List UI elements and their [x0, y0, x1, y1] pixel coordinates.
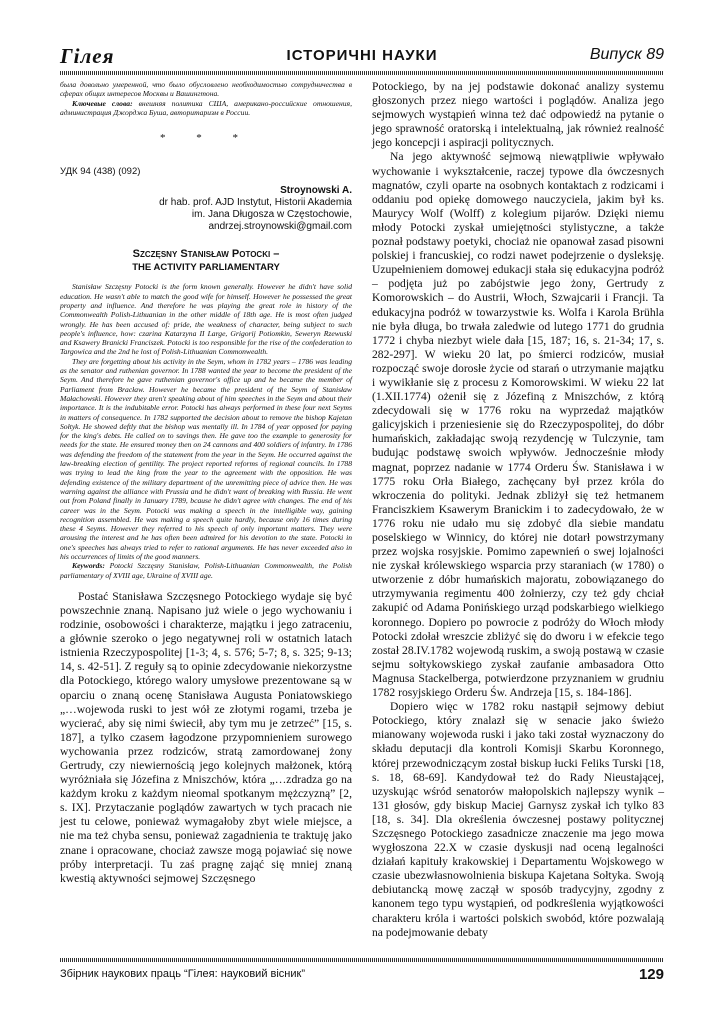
header-rule [60, 71, 664, 75]
russian-keywords-label: Ключевые слова: [72, 98, 133, 108]
body-paragraph-1: Postać Stanisława Szczęsnego Potockiego wydaje się być powszechnie znaną. Napisano już wiele o jego wychowaniu i rodzinie, osobowości i charakterze, majątku i jego zatraceniu, a głównie szeroko o jego negatywnej roli w ostatnich latach istnienia Rzeczypospolitej [1-3; 4, s. 576; 5-7; 8, s. 325; 9-13; 14, s. 42-51]. Z reguły są to opinie zdecydowanie niekorzystne dla Potockiego, którego walory umysłowe prezentowane są w oparciu o znaną ocenę Stanisława Augusta Poniatowskiego „…wojewoda ruski to jest wół ze złotymi rogami, trzeba je wycierać, aby się nimi świecił, aby tym mu je zetrzeć” [15, s. 187], a tylko czasem łagodzone przypomnieniem surowego wychowania przez rodziców, stratą zamordowanej żony Gertrudy, czy niewiernością jego kolejnych małżonek, którą wyróżniała się Józefina z Mniszchów, która „…zdradza go na każdym kroku z każdym nieomal spotkanym mężczyzną” [2, s. IX]. Przytaczanie poglądów zawartych w tych pracach nie jest tu celowe, ponieważ wymagałoby zbyt wiele miejsce, a nie ma też chyba sensu, ponieważ zagadnienia te traktuję jako znane i opracowane, chociaż zawsze mogą pojawiać się nowe próby interpretacji. Tu zaś pragnę zająć się mniej znaną kwestią aktywności sejmowej Szczęsnego [60, 589, 352, 885]
author-affiliation: im. Jana Długosza w Częstochowie, [191, 209, 352, 221]
english-keywords-label: Keywords: [72, 561, 105, 571]
udc-code: УДК 94 (438) (092) [60, 166, 141, 178]
section-title: ІСТОРИЧНІ НАУКИ [286, 47, 438, 64]
body-paragraph-2: Potockiego, by na jej podstawie dokonać analizy systemu głoszonych przez niego wartości i poglądów. Analiza jego sejmowych wystąpień winna też dać odpowiedź na pytanie o jego sprawność oratorską i intelektualną, jak również realność jego koncepcji i aspiracji politycznych. [372, 80, 664, 150]
page-footer [60, 966, 664, 988]
author-degree: dr hab. prof. AJD Instytut, Historii Akademia [159, 197, 352, 209]
english-keywords [60, 561, 352, 580]
article-title-line-1: Szczęsny Stanisław Potocki – [132, 248, 280, 261]
russian-keywords-text: внешняя политика США, американо-российские отношения, администрация Джорджа Буша, авторитаризм в России. [60, 98, 352, 117]
section-separator: * * * [160, 132, 252, 145]
footer-rule [60, 958, 664, 962]
english-abstract-p2: They are forgetting about his activity in the Seym, whom in 1782 years – 1786 was leading as the senator and ruthenian governor. In 1788 wanted the year to become the president of the Seym. And therefore he gave ruthenian governor's office up and he became the member of Parliament from Bracław. However he became the president of the Seym of Stanisław Małachowski. However they aren't speaking about of him speeches in the Seym and about their importance. It is the indubitable error. Potocki has always performed in these four next Seyms in matters of consequence. In 1782 supported the decision about to remove the bishop Kajetan Sołtyk. He showed deftly that the bishop was mentally ill. In 1784 of year opposed for paying for the king's debts. He called on to savings then. He gave too the example to generosity for needs for the state. He ensured money then on 24 cannons and 400 soldiers of infantry. In 1786 was defending the freedom of the statement from the year in the Seym. He occurred against the law-breaking election of gentility. The project reported reforms of regional councils. In 1788 was trying to lead the king from the year to the agreement with the opposition. He was defending existence of the military department of the unremitting piece of advice then. He was warning against the alliance with Prussia and he didn't want of breaking with Russia. He went out from Poland finally in January 1789, bcause he didn't agree with changes. The end of his career was in the Seym. Potocki was making a speech in the intelligible way, gaining recognition assembled. He was making a speech quite hardly, because only 16 times during these 4 Seyms. However they referred to his speech of only important matters. They were arousing the interest and he has often been admired for his devotion to the state. Potocki in one's speeches has always tried to refer to rational arguments. He has never exceeded also in his occurrences of limits of the good manners. [60, 356, 352, 561]
english-keywords-text: Potocki Szczęsny Stanisław, Polish-Lithuanian Commonwealth, the Polish parliamentary of XVIII age, Ukraine of XVIII age. [60, 561, 352, 580]
author-block [60, 185, 352, 233]
page-number: 129 [638, 966, 664, 983]
body-paragraph-3: Na jego aktywność sejmową niewątpliwie wpływało wychowanie i wykształcenie, raczej typowe dla ówczesnych magnatów, czyli oparte na osobnych kontaktach z rodzicami i oddaniu pod opiekę domowego nauczyciela, jakim był ks. Maurycy Wolf (Wolff) z kolegium pijarów. Dzięki niemu młody Potocki zyskał umiejętności stylistyczne, a także poznał podstawy poetyki, chociaż nie opanował zasad pisowni polskiej i francuskiej, co rodzi nawet podejrzenie o dysleksję. Uzupełnieniem domowej edukacji stała się edukacyjna podróż – podjęta już po zabójstwie jego żony, Gertrudy z Komorowskich – do Austrii, Włoch, Szwajcarii i Francji. Ta edukacyjna podróż w towarzystwie ks. Wolfa i Karola Brühla nie była długa, bo trwała zaledwie od lutego 1771 do grudnia 1772 i chyba niezbyt wiele dała [15, 187; 16, s. 21-34; 17, s. 282-297]. W wieku 20 lat, po śmierci rodziców, musiał rozpocząć swoje dorosłe życie od starań o utrzymanie majątku i wywikłanie się z procesu z Komorowskimi. W wieku 22 lat (1.XII.1774) ożenił się z Józefiną z Mniszchów, z którą zdecydowali się w 1776 roku na wyprzedaż majątków galicyjskich i przeniesienie się do Rzeczypospolitej, do dóbr humańskich, zakładając swoją rezydencję w Tulczynie, tam budując podstawę swoich wpływów. Jednocześnie młody magnat, poprzez nadanie w 1774 Orderu Św. Stanisława i w 1775 roku Orła Białego, zachęcany był przez króla do wkroczenia do polityki. Jednak zbliżył się też hetmanem Franciszkiem Ksawerym Branickim i to zadecydowało, że w 1776 roku nie udało mu się zdobyć dla siebie mandatu poselskiego w Winnicy, do której nie dotarł powstrzymany przez wojska rosyjskie. Pomimo zapewnień o swej lojalności nie zyskał królewskiego wsparcia przy staraniach (w 1780) o utworzenie z dóbr humańskich majoratu, zobowiązanego do utrzymywania regimentu 400 żołnierzy, czy też gdy chciał zakupić od Adama Ponińskiego urząd podskarbiego wielkiego koronnego. Dopiero po powrocie z podróży do Włoch młody Potocki zdołał wreszcie zbliżyć się do dworu i w efekcie tego został 28.IV.1782 wojewodą ruskim, a swoją postawą w czasie sejmu sołtykowskiego zyskał zaufanie ambasadora Otto Magnusa Stackelberga, potwierdzone przyznaniem w grudniu 1782 rosyjskiego Orderu Św. Andrzeja [15, s. 184-186]. [372, 150, 664, 700]
english-abstract-p1: Stanisław Szczęsny Potocki is the form known generally. However he didn't have solid education. He wasn't able to match the good wife for himself. However he possessed the great property and influence. And therefore he was playing the great role in history of the Commonwealth Polish-Lithuanian in the other middle of 18th age. He is most often judged wrongly. He has been accused of: pride, the weakness of character, being subject to such people's influence, how: czarina Katarzyna II Large, Grigorij Potiomkin, Seweryn Rzewuski and Ksawery Branicki Franciszek. Potocki is too responsible for the rise of the confederation to Targowica and the 2nd he lost of Polish-Lithuanian Commonwealth. [60, 282, 352, 357]
left-column [60, 80, 352, 886]
russian-keywords [60, 99, 352, 118]
page-header [60, 44, 664, 68]
right-column [372, 80, 664, 940]
russian-abstract-tail: была довольно умеренной, что было обусловлено необходимостью сотрудничества в сферах общих интересов Москвы и Вашингтона. [60, 80, 352, 99]
issue-number: Випуск 89 [589, 46, 664, 63]
author-name: Stroynowski A. [280, 185, 352, 197]
body-paragraph-4: Dopiero więc w 1782 roku nastąpił sejmowy debiut Potockiego, który znalazł się w senacie jako świeżo mianowany wojewoda ruski i jako taki został wyznaczony do składu deputacji dla kontroli Komisji Skarbu Koronnego, której przewodniczącym został biskup łucki Feliks Turski [18, s. 18, 68-69]. Kandydował też do Rady Nieustającej, uzyskując wśród senatorów małopolskich najlepszy wynik – 131 głosów, gdy biskup Maciej Garnysz zyskał ich tylko 83 [18, s. 34]. Dla określenia ówczesnej postawy politycznej Szczęsnego Potockiego zasadnicze znaczenie ma jego mowa wygłoszona 22.X w czasie dyskusji nad oceną legalności działań kapituły krakowskiej i Departamentu Wojskowego w czasie ubezwłasnowolnienia biskupa Kajetana Sołtyka. Swoją debiutancką mowę zaczął w sposób tradycyjny, zgodny z kanonem tego typu wystąpień, od podkreślenia wyjątkowości charakteru króla i wartości polskich swobód, które pozwalają na podejmowanie debaty [372, 700, 664, 939]
author-email[interactable]: andrzej.stroynowski@gmail.com [208, 221, 352, 233]
article-title-line-2: THE ACTIVITY PARLIAMENTARY [132, 262, 280, 274]
footer-source: Збірник наукових праць “Гілея: науковий вісник” [60, 968, 306, 980]
article-title [60, 248, 352, 274]
journal-title: Гілея [60, 44, 115, 68]
